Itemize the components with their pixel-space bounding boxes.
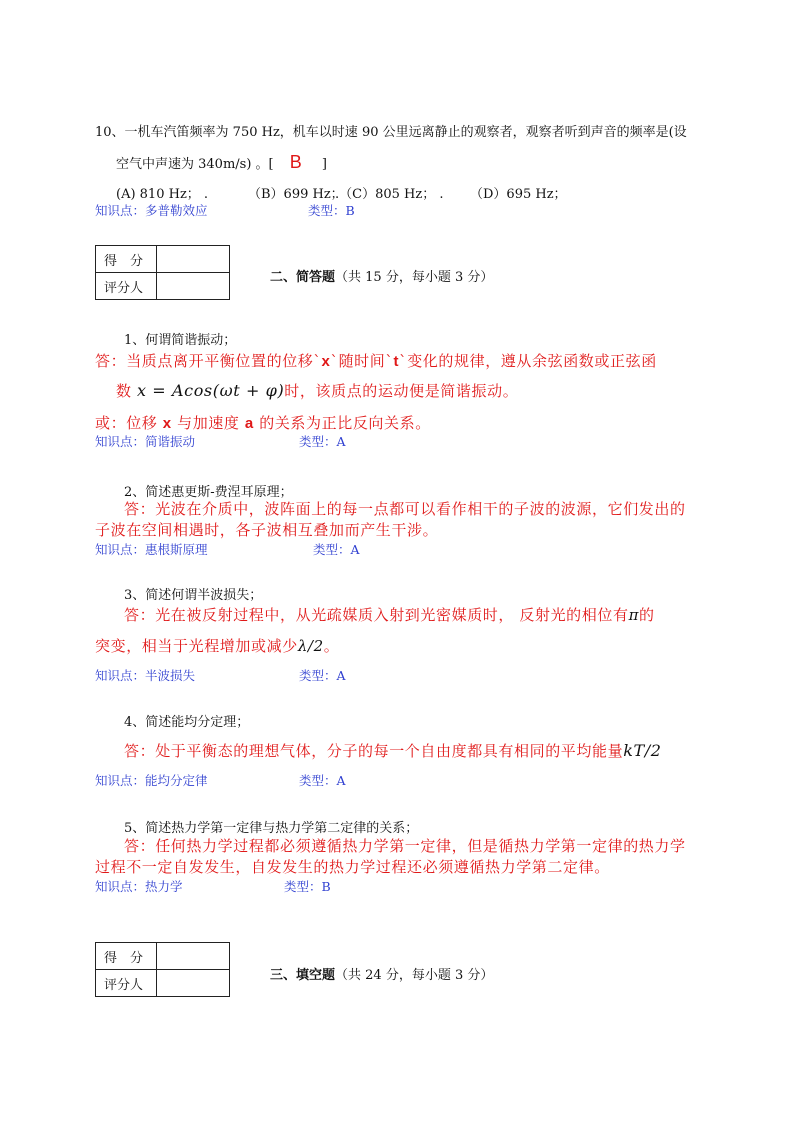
q3-meta <box>95 666 495 684</box>
q5-topic: 知识点：热力学 <box>95 879 183 894</box>
q1-answer-alt <box>95 412 431 433</box>
q10-stem-line2 <box>116 152 327 173</box>
section3-note: （共 24 分，每小题 3 分） <box>335 968 494 983</box>
q2-topic: 知识点：惠根斯原理 <box>95 542 208 557</box>
q1-topic: 知识点：简谐振动 <box>95 434 196 449</box>
section2-note: （共 15 分，每小题 3 分） <box>335 270 494 285</box>
q3-type: 类型：A <box>299 668 346 683</box>
q1-answer-line2-suffix: 时，该质点的运动便是简谐振动。 <box>284 382 519 400</box>
section3-score-table <box>95 942 230 997</box>
section3-grader-label: 评分人 <box>96 970 157 997</box>
q1-alt-tail: 的关系为正比反向关系。 <box>259 414 431 432</box>
q1-answer-line1 <box>95 350 657 371</box>
q3-question: 3、简述何谓半波损失； <box>124 588 263 603</box>
q5-answer-line1: 答：任何热力学过程都必须遵循热力学第一定律，但是循热力学第一定律的热力学 <box>124 837 686 855</box>
q4-answer-text: 答：处于平衡态的理想气体，分子的每一个自由度都具有相同的平均能量 <box>124 742 624 760</box>
q3-pi-suffix: 的 <box>639 606 655 624</box>
q1-answer-t: t <box>393 353 400 370</box>
q2-meta <box>95 540 495 558</box>
section3-grader-cell[interactable] <box>157 970 230 997</box>
q3-answer-line2-suffix: 。 <box>323 637 340 655</box>
q3-topic: 知识点：半波损失 <box>95 668 196 683</box>
section3-score-label: 得 分 <box>96 943 157 970</box>
q3-answer-line1 <box>124 604 655 625</box>
q10-option-d: （D）695 Hz； <box>470 187 567 202</box>
q5-meta <box>95 877 495 895</box>
q10-stem-suffix: ] <box>321 157 327 172</box>
q2-answer-line2: 子波在空间相遇时，各子波相互叠加而产生干涉。 <box>95 521 439 539</box>
q1-answer-tail: `变化的规律，遵从余弦函数或正弦函 <box>399 352 657 370</box>
q3-answer-text: 答：光在被反射过程中，从光疏媒质入射到光密媒质时， 反射光的相位有 <box>124 606 629 624</box>
q10-answer: B <box>289 152 302 172</box>
q2-question: 2、简述惠更斯-费涅耳原理； <box>124 485 293 500</box>
q4-meta <box>95 771 495 789</box>
section2-grader-cell[interactable] <box>157 273 230 300</box>
q1-answer-x: x <box>321 353 331 370</box>
q1-meta <box>95 432 495 450</box>
q1-alt-a: a <box>244 415 254 432</box>
q5-type: 类型：B <box>284 879 331 894</box>
section2-title: 二、简答题 <box>270 269 336 284</box>
q10-option-c: .（C）805 Hz； . <box>335 187 444 202</box>
q3-lambda: λ/2 <box>297 637 324 655</box>
q4-formula: kT/2 <box>623 741 662 760</box>
q10-stem-prefix: 空气中声速为 340m/s) 。[ <box>116 157 274 172</box>
q1-answer-line2-prefix: 数 <box>116 382 132 400</box>
q2-type: 类型：A <box>313 542 360 557</box>
q1-formula: x = Acos(ωt + φ) <box>136 381 285 400</box>
q3-pi: π <box>628 606 640 624</box>
q10-type: 类型：B <box>308 203 355 218</box>
section2-heading <box>270 266 493 285</box>
q4-type: 类型：A <box>299 773 346 788</box>
q3-answer-line2 <box>95 635 339 656</box>
q5-question: 5、简述热力学第一定律与热力学第二定律的关系； <box>124 821 419 836</box>
q1-answer-prefix: 答：当质点离开平衡位置的位移` <box>95 352 322 370</box>
q10-option-b: （B）699 Hz； <box>248 187 344 202</box>
q1-alt-mid: 与加速度 <box>177 414 240 432</box>
q1-answer-mid: `随时间` <box>330 352 394 370</box>
q10-stem-line1: 10、一机车汽笛频率为 750 Hz，机车以时速 90 公里远离静止的观察者，观察者听到声音的频率是(设 <box>95 125 687 140</box>
q1-alt-prefix: 或：位移 <box>95 414 158 432</box>
q5-answer-line2: 过程不一定自发发生，自发发生的热力学过程还必须遵循热力学第二定律。 <box>95 858 610 876</box>
q2-answer-line1: 答：光波在介质中，波阵面上的每一点都可以看作相干的子波的波源，它们发出的 <box>124 500 686 518</box>
q4-question: 4、简述能均分定理； <box>124 715 250 730</box>
section3-title: 三、填空题 <box>270 967 336 982</box>
q3-answer-line2-prefix: 突变，相当于光程增加或减少 <box>95 637 298 655</box>
q1-type: 类型：A <box>299 434 346 449</box>
section2-score-table <box>95 245 230 300</box>
q1-alt-x: x <box>162 415 172 432</box>
section2-score-label: 得 分 <box>96 246 157 273</box>
q4-answer-line1 <box>124 740 662 761</box>
q10-option-a: (A) 810 Hz； . <box>116 187 209 202</box>
q1-answer-line2 <box>116 380 518 401</box>
q4-topic: 知识点：能均分定律 <box>95 773 208 788</box>
q10-meta <box>95 201 495 219</box>
section2-score-cell[interactable] <box>157 246 230 273</box>
section3-score-cell[interactable] <box>157 943 230 970</box>
section2-grader-label: 评分人 <box>96 273 157 300</box>
section3-heading <box>270 964 493 983</box>
q1-question: 1、何谓简谐振动； <box>124 333 237 348</box>
q10-topic: 知识点：多普勒效应 <box>95 203 208 218</box>
